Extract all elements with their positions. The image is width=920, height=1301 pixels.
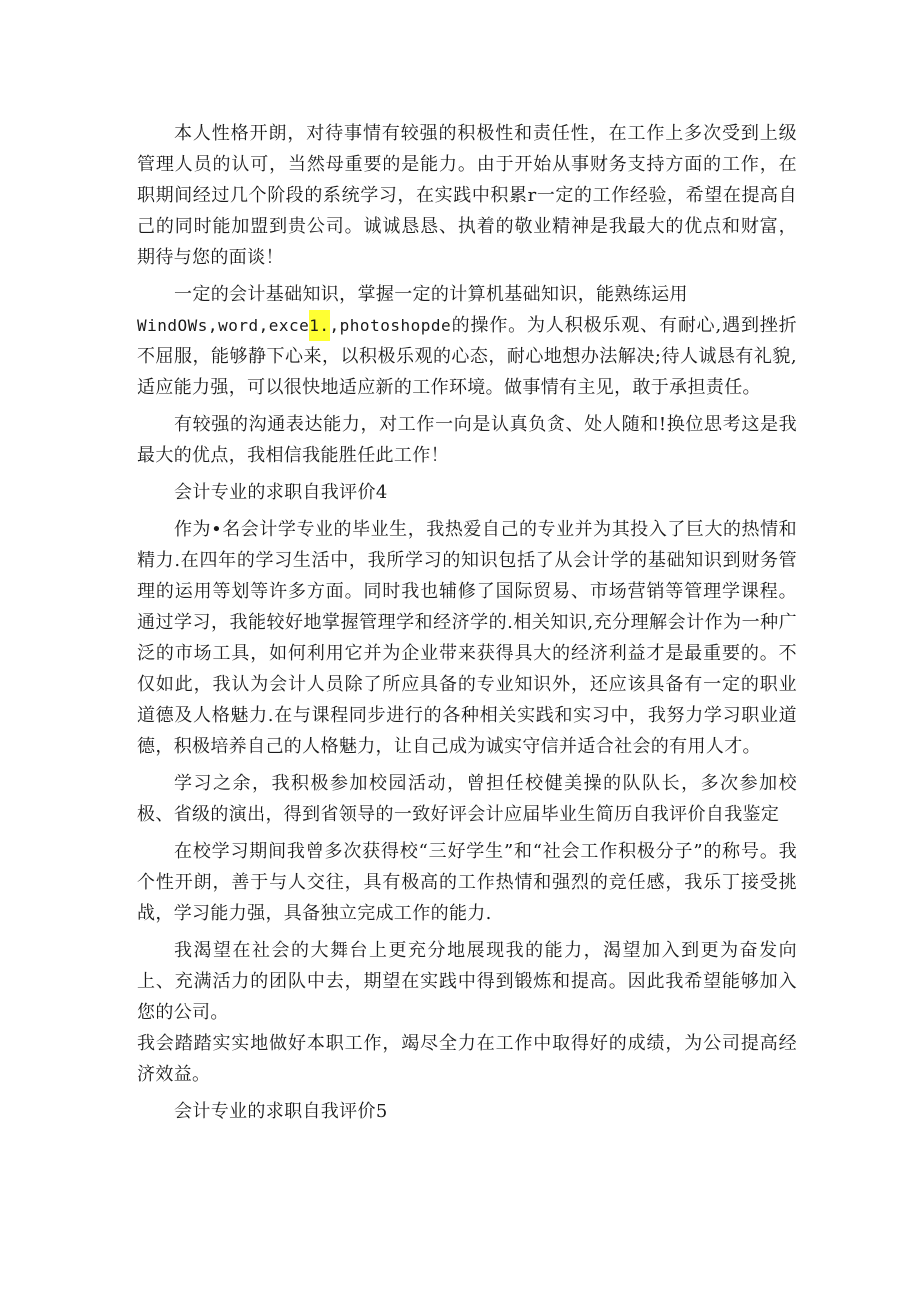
paragraph-activities: 学习之余，我积极参加校园活动，曾担任校健美操的队队长，多次参加校极、省级的演出，得到省领导的一致好评会计应届毕业生简历自我评价自我鉴定 — [137, 773, 797, 825]
paragraph-personality: 本人性格开朗，对待事情有较强的积极性和责任性，在工作上多次受到上级管理人员的认可，当然母重要的是能力。由于开始从事财务支持方面的工作，在职期间经过几个阶段的系统学习，在实践中积累r一定的工作经验，希望在提高自己的同时能加盟到贵公司。诚诚恳恳、执着的敬业精神是我最大的优点和财富，期待与您的面谈！ — [137, 123, 797, 268]
paragraph-skills — [137, 279, 797, 403]
highlighted-text: 1. — [309, 310, 329, 341]
document-body — [137, 118, 797, 1127]
paragraph-aspiration — [137, 935, 797, 1090]
skills-rest-text: 的操作。为人积极乐观、有耐心,遇到挫折不屈服，能够静下心来，以积极乐观的心态，耐心地想办法解决;待人诚恳有礼貌,适应能力强，可以很快地适应新的工作环境。做事情有主见，敢于承担责任。 — [137, 315, 797, 398]
paragraph-honors: 在校学习期间我曾多次获得校“三好学生”和“社会工作积极分子”的称号。我个性开朗，善于与人交往，具有极高的工作热情和强烈的竞任感，我乐丁接受挑战，学习能力强，具备独立完成工作的能力. — [137, 841, 797, 924]
skills-intro-text: 一定的会计基础知识，掌握一定的计算机基础知识，能熟练运用 — [174, 284, 688, 305]
section-heading-5: 会计专业的求职自我评价5 — [174, 1101, 388, 1122]
section-heading-4: 会计专业的求职自我评价4 — [174, 482, 388, 503]
commitment-text: 我会踏踏实实地做好本职工作，竭尽全力在工作中取得好的成绩，为公司提高经济效益。 — [137, 1033, 797, 1085]
aspiration-text: 我渴望在社会的大舞台上更充分地展现我的能力，渴望加入到更为奋发向上、充满活力的团队中去，期望在实践中得到锻炼和提高。因此我希望能够加入您的公司。 — [137, 940, 797, 1023]
paragraph-major: 作为•名会计学专业的毕业生，我热爱自己的专业并为其投入了巨大的热情和精力.在四年的学习生活中，我所学习的知识包括了从会计学的基础知识到财务管理的运用等划等许多方面。同时我也辅修了国际贸易、市场营销等管理学课程。通过学习，我能较好地掌握管理学和经济学的.相关知识,充分理解会计作为一种广泛的市场工具，如何利用它并为企业带来获得具大的经济利益才是最重要的。不仅如此，我认为会计人员除了所应具备的专业知识外，还应该具备有一定的职业道德及人格魅力.在与课程同步进行的各种相关实践和实习中，我努力学习职业道德，积极培养自己的人格魅力，让自己成为诚实守信并适合社会的有用人才。 — [137, 519, 797, 757]
paragraph-communication: 有较强的沟通表达能力，对工作一向是认真负贪、处人随和!换位思考这是我最大的优点，我相信我能胜任此工作！ — [137, 414, 797, 466]
software-list-text: WindOWs,word,exce — [137, 316, 310, 335]
software-list-text-cont: ,photoshopde — [329, 316, 452, 335]
